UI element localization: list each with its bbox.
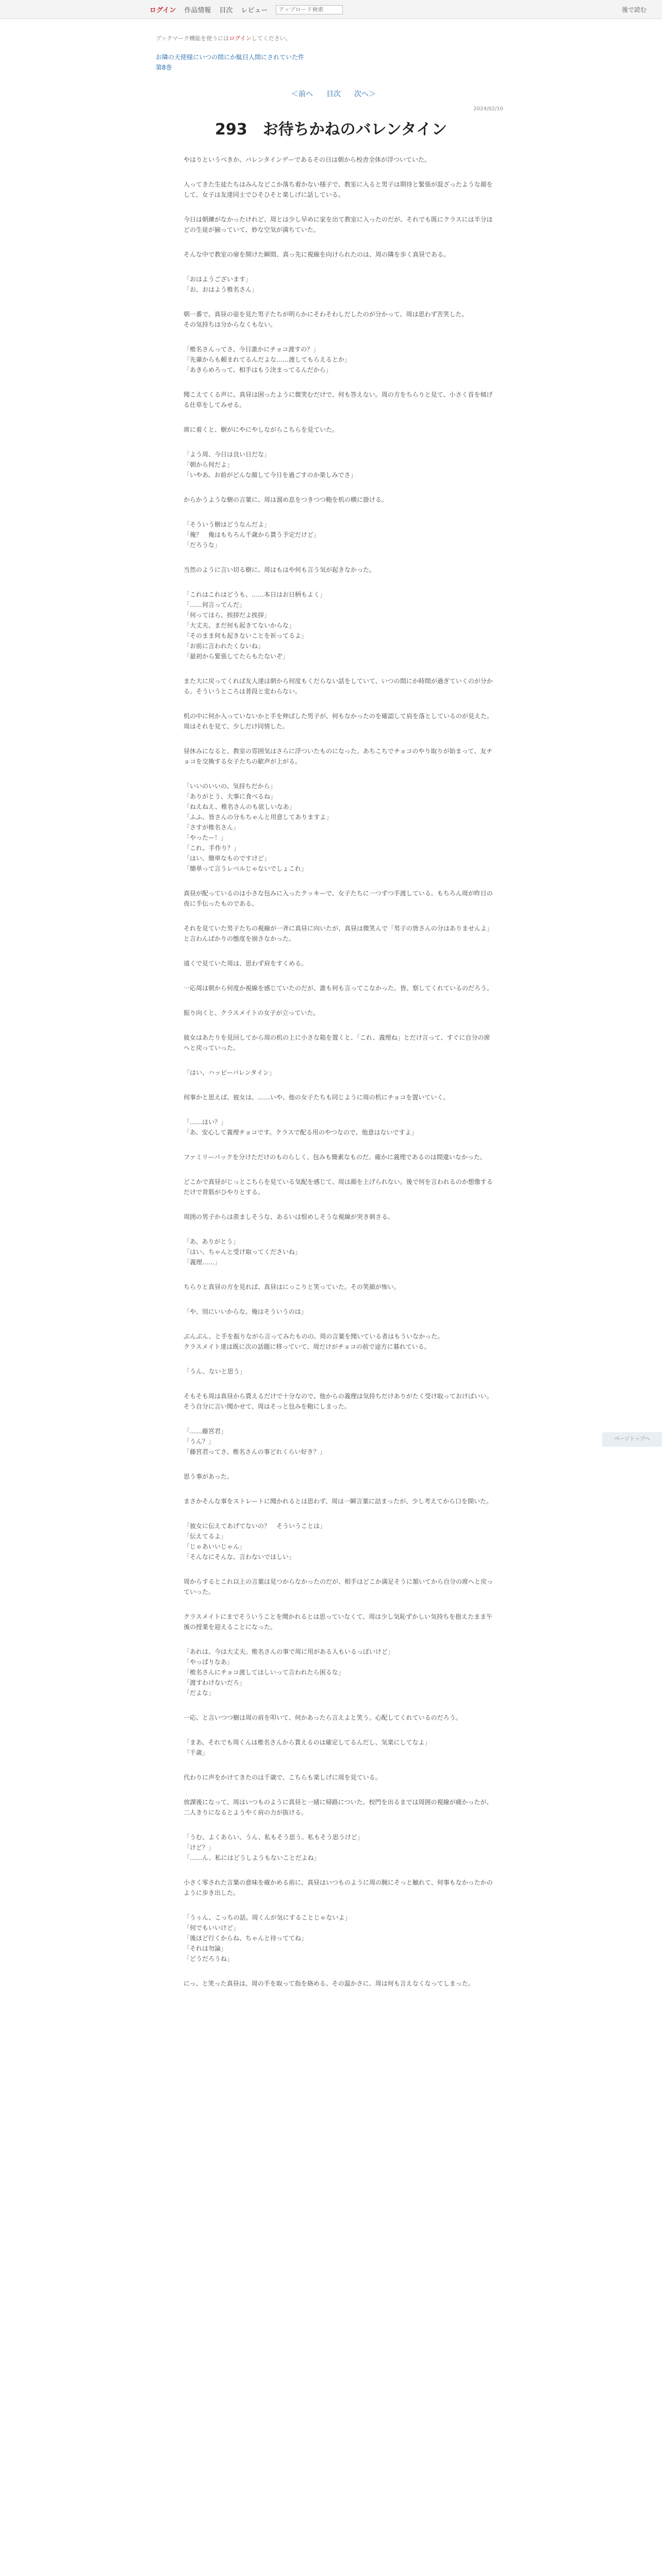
paragraph-line: そんな中で教室の扉を開けた瞬間、真っ先に視線を向けられたのは、周の隣を歩く真昼である。 bbox=[184, 251, 450, 258]
page-top-button[interactable]: ページトップへ bbox=[602, 1432, 662, 1447]
volume-label[interactable]: 第8巻 bbox=[156, 64, 172, 71]
paragraph bbox=[184, 1912, 493, 1964]
paragraph bbox=[184, 1282, 493, 1292]
paragraph-line: にっ、と笑った真昼は、周の手を取って指を絡める。その温かさに、周は何も言えなくなってしまった。 bbox=[184, 1980, 474, 1987]
paragraph-line: 「さすが椎名さん」 bbox=[184, 824, 240, 831]
paragraph-line: 「やったー！」 bbox=[184, 834, 227, 841]
paragraph bbox=[184, 1212, 493, 1222]
paragraph bbox=[184, 1366, 493, 1377]
paragraph-line: 「ふふ、皆さんの分もちゃんと用意してありますよ」 bbox=[184, 814, 333, 821]
paragraph bbox=[184, 1521, 493, 1562]
paragraph-line: ちらりと真昼の方を見れば、真昼はにっこりと笑っていた。その笑顔が怖い。 bbox=[184, 1283, 400, 1291]
paragraph bbox=[184, 155, 493, 165]
paragraph-line: 真昼が配っているのは小さな包みに入ったクッキーで、女子たちに一つずつ手渡している。もちろん周が昨日の夜に手伝ったものである。 bbox=[184, 890, 493, 907]
paragraph-line: 「お、おはよう椎名さん」 bbox=[184, 286, 258, 293]
paragraph-line: 「これはこれはどうも、……本日はお日柄もよく」 bbox=[184, 591, 326, 598]
paragraph-line: 昼休みになると、教室の雰囲気はさらに浮ついたものになった。あちこちでチョコのやり取りが始まって、友チョコを交換する女子たちの歓声が上がる。 bbox=[184, 748, 493, 765]
paragraph-line: 「……はい？」 bbox=[184, 1118, 227, 1126]
paragraph bbox=[184, 565, 493, 575]
paragraph-line: 「おはようございます」 bbox=[184, 276, 252, 283]
paragraph bbox=[184, 1471, 493, 1482]
paragraph bbox=[184, 519, 493, 550]
paragraph-line: 「お前に言われたくないね」 bbox=[184, 642, 264, 650]
paragraph-line: 聞こえてくる声に、真昼は困ったように微笑むだけで、何も答えない。周の方をちらりと見て、小さく首を傾げる仕草をしてみせる。 bbox=[184, 391, 493, 409]
paragraph-line: 「はい、簡単なものですけど」 bbox=[184, 855, 271, 862]
paragraph-line: クラスメイトにまでそういうことを聞かれるとは思っていなくて、周は少し気恥ずかしい気持ちを抱えたまま午後の授業を迎えることになった。 bbox=[184, 1613, 493, 1631]
paragraph-line: 席に着くと、樹がにやにやしながらこちらを見ていた。 bbox=[184, 426, 339, 433]
paragraph-line: 机の中に何か入っていないかと手を伸ばした男子が、何もなかったのを確認して肩を落としているのが見えた。周はそれを見て、少しだけ同情した。 bbox=[184, 713, 493, 730]
paragraph-line: 「渡すわけないだろ」 bbox=[184, 1679, 246, 1686]
next-link[interactable]: 次へ＞ bbox=[354, 90, 376, 98]
work-title-link[interactable]: お隣の天使様にいつの間にか駄目人間にされていた件 bbox=[156, 54, 305, 61]
paragraph-line: 「朝から何だよ」 bbox=[184, 461, 234, 468]
pager bbox=[291, 89, 376, 99]
paragraph-line: 「……藤宮君」 bbox=[184, 1428, 227, 1435]
paragraph-line: 放課後になって、周はいつものように真昼と一緒に帰路についた。校門を出るまでは周囲の視線が痛かったが、二人きりになるとようやく肩の力が抜ける。 bbox=[184, 1799, 493, 1816]
paragraph bbox=[184, 495, 493, 505]
paragraph bbox=[184, 1647, 493, 1698]
paragraph-line: まさかそんな事をストレートに聞かれるとは思わず、周は一瞬言葉に詰まったが、少し考えてから口を開いた。 bbox=[184, 1498, 493, 1505]
paragraph-line: 「彼女に伝えてあげてないの？ そういうことは」 bbox=[184, 1522, 326, 1530]
paragraph-line: 一応周は朝から何度か視線を感じていたのだが、誰も何も言ってこなかった。皆、察してくれているのだろう。 bbox=[184, 985, 493, 992]
paragraph-line: 「俺？ 俺はもちろん千歳から貰う予定だけど」 bbox=[184, 531, 320, 538]
top-bar bbox=[0, 0, 662, 19]
paragraph bbox=[184, 274, 493, 295]
bookmark-notice bbox=[156, 34, 291, 42]
paragraph-line: どこかで真昼がじっとこちらを見ている気配を感じて、周は顔を上げられない。後で何を言われるのか想像するだけで背筋がひやりとする。 bbox=[184, 1178, 493, 1196]
paragraph-line: 「はい、ちゃんと受け取ってくださいね」 bbox=[184, 1248, 302, 1256]
paragraph-line: 何事かと思えば、彼女は、……いや、他の女子たちも同じように周の机にチョコを置いていく。 bbox=[184, 1094, 450, 1101]
paragraph-line: やはりというべきか、バレンタインデーであるその日は朝から校舎全体が浮ついていた。 bbox=[184, 156, 431, 163]
paragraph bbox=[184, 1426, 493, 1457]
paragraph-line: 「そういう樹はどうなんだよ」 bbox=[184, 521, 271, 528]
paragraph bbox=[184, 389, 493, 410]
nav-item-review[interactable]: レビュー bbox=[241, 7, 268, 14]
paragraph-line: 「や、別にいいからな。俺はそういうのは」 bbox=[184, 1308, 307, 1315]
paragraph-line: 「……ん、私にはどうしようもないことだよね」 bbox=[184, 1854, 320, 1861]
paragraph bbox=[184, 1236, 493, 1267]
paragraph-line: 遠くで見ていた周は、思わず肩をすくめる。 bbox=[184, 960, 308, 967]
paragraph-line: 周からするとこれ以上の言葉は見つからなかったのだが、相手はどこか満足そうに頷いてから自分の席へと戻っていった。 bbox=[184, 1578, 493, 1596]
paragraph-line: 思う事があった。 bbox=[184, 1473, 233, 1480]
paragraph bbox=[184, 214, 493, 235]
paragraph-line: 「あ、安心して義理チョコです。クラスで配る用のやつなので、他意はないですよ」 bbox=[184, 1129, 418, 1136]
paragraph-line: 「ねえねえ、椎名さんのも欲しいなあ」 bbox=[184, 803, 295, 810]
paragraph-line: 「だよな」 bbox=[184, 1689, 215, 1697]
top-nav bbox=[150, 5, 343, 14]
paragraph-line: 「何でもいいけど」 bbox=[184, 1924, 240, 1931]
paragraph-line: 「藤宮君ってさ、椎名さんの事どれくらい好き？」 bbox=[184, 1448, 326, 1455]
search-input[interactable] bbox=[276, 5, 343, 14]
paragraph-line: 「どうだろうね」 bbox=[184, 1955, 234, 1962]
paragraph bbox=[184, 888, 493, 909]
paragraph bbox=[184, 711, 493, 732]
post-date: 2024/02/10 bbox=[473, 106, 503, 112]
prev-link[interactable]: ＜前へ bbox=[291, 90, 313, 98]
paragraph-line: 「先輩からも頼まれてるんだよな……渡してもらえるとか」 bbox=[184, 356, 351, 363]
paragraph-line: 「伝えてるよ」 bbox=[184, 1533, 227, 1540]
paragraph-line: 「椎名さんってさ、今日誰かにチョコ渡すの？」 bbox=[184, 346, 320, 353]
paragraph-line: 「いいのいいの、気持ちだから」 bbox=[184, 783, 276, 790]
paragraph bbox=[184, 1713, 493, 1723]
paragraph-line: 「そのまま何も起きないことを祈ってるよ」 bbox=[184, 632, 308, 639]
paragraph-line: 当然のように言い切る樹に、周はもはや何も言う気が起きなかった。 bbox=[184, 566, 376, 573]
paragraph bbox=[184, 1612, 493, 1632]
notice-prefix: ブックマーク機能を使うには bbox=[156, 35, 229, 42]
read-later-link[interactable]: 後で読む bbox=[621, 6, 647, 13]
paragraph-line: 「あきらめろって、相手はもう決まってるんだから」 bbox=[184, 366, 332, 374]
paragraph bbox=[184, 1797, 493, 1818]
paragraph-line: 「あ、ありがとう」 bbox=[184, 1238, 239, 1245]
notice-login-link[interactable]: ログイン bbox=[229, 35, 252, 42]
paragraph bbox=[184, 309, 493, 330]
paragraph-line: 「うん、ないと思う」 bbox=[184, 1368, 246, 1375]
paragraph bbox=[184, 923, 493, 944]
paragraph bbox=[184, 1737, 493, 1758]
paragraph bbox=[184, 1877, 493, 1898]
paragraph bbox=[184, 249, 493, 260]
paragraph-line: また大に戻ってくれば友人達は朝から何度もくだらない話をしていて、いつの間にか時間が過ぎていくのが分かる。そういうところは普段と変わらない。 bbox=[184, 677, 493, 695]
paragraph bbox=[184, 1092, 493, 1103]
paragraph-line: 「簡単って言うレベルじゃないでしょこれ」 bbox=[184, 865, 308, 872]
paragraph-line: 「うむ、よくあらい、うん、私もそう思う。私もそう思うけど」 bbox=[184, 1834, 363, 1841]
paragraph-line: 振り向くと、クラスメイトの女子が立っていた。 bbox=[184, 1009, 320, 1016]
paragraph-line: 「だろうな」 bbox=[184, 541, 221, 549]
paragraph bbox=[184, 1307, 493, 1317]
paragraph-line: 一応、と言いつつ樹は周の肩を叩いて、何かあったら言えよと笑う。心配してくれているのだろう。 bbox=[184, 1714, 462, 1721]
paragraph bbox=[184, 1978, 493, 1989]
paragraph-line: 「よう周、今日は良い日だな」 bbox=[184, 451, 271, 458]
paragraph-line: 「ありがとう、大事に食べるね」 bbox=[184, 793, 277, 800]
novel-body bbox=[184, 155, 493, 2003]
paragraph bbox=[184, 746, 493, 767]
paragraph-line: 「何ってほら、挨拶だよ挨拶」 bbox=[184, 612, 271, 619]
paragraph bbox=[184, 1772, 493, 1783]
nav-item-info[interactable]: 作品情報 bbox=[184, 7, 211, 14]
paragraph bbox=[184, 1177, 493, 1197]
nav-item-toc[interactable]: 目次 bbox=[219, 7, 233, 14]
paragraph-line: 「義理……」 bbox=[184, 1259, 221, 1266]
paragraph-line: 「まあ、それでも周くんは椎名さんから貰えるのは確定してるんだし、気楽にしてなよ」 bbox=[184, 1739, 431, 1746]
paragraph-line: それを見ていた男子たちの視線が一斉に真昼に向いたが、真昼は微笑んで「男子の皆さんの分はありませんよ」と言わんばかりの態度を崩さなかった。 bbox=[184, 925, 493, 942]
paragraph-line: 小さく零された言葉の意味を確かめる前に、真昼はいつものように周の腕にそっと触れて、何事もなかったかのように歩き出した。 bbox=[184, 1879, 493, 1896]
notice-suffix: してください。 bbox=[251, 35, 291, 42]
paragraph-line: 「あれは、今は大丈夫。椎名さんの事で周に用がある人もいるっぽいけど」 bbox=[184, 1648, 394, 1655]
paragraph-line: 今日は朝練がなかったけれど、周とは少し早めに家を出て教室に入ったのだが、それでも既にクラスには半分ほどの生徒が揃っていて、妙な空気が満ちていた。 bbox=[184, 216, 493, 233]
paragraph bbox=[184, 676, 493, 697]
paragraph bbox=[184, 1577, 493, 1597]
paragraph bbox=[184, 425, 493, 435]
paragraph-line: 「けど？」 bbox=[184, 1844, 215, 1851]
paragraph-line: 周囲の男子からは羨ましそうな、あるいは恨めしそうな視線が突き刺さる。 bbox=[184, 1213, 394, 1221]
paragraph-line: 「うん？」 bbox=[184, 1438, 215, 1445]
paragraph-line: 「千歳」 bbox=[184, 1749, 209, 1756]
paragraph bbox=[184, 344, 493, 375]
paragraph bbox=[184, 589, 493, 662]
paragraph-line: ぶんぶん、と手を振りながら言ってみたものの、周の言葉を聞いている者はもういなかった。 bbox=[184, 1333, 444, 1340]
paragraph bbox=[184, 1032, 493, 1053]
paragraph bbox=[184, 1008, 493, 1018]
paragraph-line: 代わりに声をかけてきたのは千歳で、こちらも楽しげに周を見ている。 bbox=[184, 1774, 382, 1781]
paragraph-line: 朝一番で、真昼の姿を見た男子たちが明らかにそわそわしだしたのが分かって、周は思わず苦笑した。 bbox=[184, 311, 468, 318]
paragraph-line: 「椎名さんにチョコ渡してほしいって言われたら困るな」 bbox=[184, 1669, 344, 1676]
author-line bbox=[156, 63, 172, 72]
paragraph-line: からかうような樹の言葉に、周は溜め息をつきつつ鞄を机の横に掛ける。 bbox=[184, 496, 388, 503]
paragraph bbox=[184, 179, 493, 200]
paragraph bbox=[184, 1117, 493, 1138]
paragraph bbox=[184, 1391, 493, 1412]
paragraph bbox=[184, 1331, 493, 1352]
login-link[interactable]: ログイン bbox=[150, 7, 176, 14]
paragraph bbox=[184, 449, 493, 480]
paragraph bbox=[184, 1496, 493, 1506]
paragraph-line: 「大丈夫、まだ何も起きてないからな」 bbox=[184, 622, 295, 629]
paragraph bbox=[184, 1152, 493, 1162]
paragraph-line: 「それは勿論」 bbox=[184, 1945, 227, 1952]
paragraph-line: そもそも周は真昼から貰えるだけで十分なので、他からの義理は気持ちだけありがたく受け取っておけばいい。そう自分に言い聞かせて、周はそっと包みを鞄にしまった。 bbox=[184, 1393, 493, 1410]
chapter-title: 293 お待ちかねのバレンタイン bbox=[214, 121, 448, 139]
paragraph bbox=[184, 958, 493, 969]
paragraph-line: 「そんなにそんな、言わないでほしい」 bbox=[184, 1553, 295, 1561]
paragraph-line: 「……何言ってんだ」 bbox=[184, 601, 246, 608]
paragraph-line: 「やっぱりなあ」 bbox=[184, 1658, 234, 1666]
paragraph-line: 「うぅん、こっちの話。周くんが気にすることじゃないよ」 bbox=[184, 1914, 351, 1921]
paragraph bbox=[184, 781, 493, 874]
paragraph-line: ファミリーパックを分けただけのものらしく、包みも簡素なものだ。確かに義理であるのは間違いなかった。 bbox=[184, 1154, 486, 1161]
paragraph-line: 「これ、手作り？」 bbox=[184, 844, 240, 852]
paragraph-line: 「後ほど行くからね、ちゃんと待っててね」 bbox=[184, 1935, 308, 1942]
paragraph bbox=[184, 1067, 493, 1078]
paragraph-line: 彼女はあたりを見回してから周の机の上に小さな箱を置くと、「これ、義理ね」とだけ言って、すぐに自分の席へと戻っていった。 bbox=[184, 1034, 490, 1052]
paragraph-line: 「いやあ、お前がどんな顔して今日を過ごすのか楽しみでさ」 bbox=[184, 471, 357, 479]
paragraph bbox=[184, 983, 493, 993]
paragraph-line: クラスメイト達は既に次の話題に移っていて、周だけがチョコの前で途方に暮れている。 bbox=[184, 1343, 431, 1350]
toc-link[interactable]: 目次 bbox=[326, 90, 341, 98]
paragraph-line: 「じゃあいいじゃん」 bbox=[184, 1543, 246, 1550]
paragraph bbox=[184, 1832, 493, 1863]
paragraph-line: 「最初から緊張してたらもたないぞ」 bbox=[184, 653, 289, 660]
paragraph-line: 「はい、ハッピーバレンタイン」 bbox=[184, 1069, 275, 1076]
paragraph-line: 入ってきた生徒たちはみんなどこか落ち着かない様子で、教室に入ると男子は期待と緊張が混ざったような顔をして、女子は友達同士でひそひそと楽しげに話している。 bbox=[184, 181, 493, 198]
paragraph-line: その気持ちは分からなくもない。 bbox=[184, 321, 277, 328]
